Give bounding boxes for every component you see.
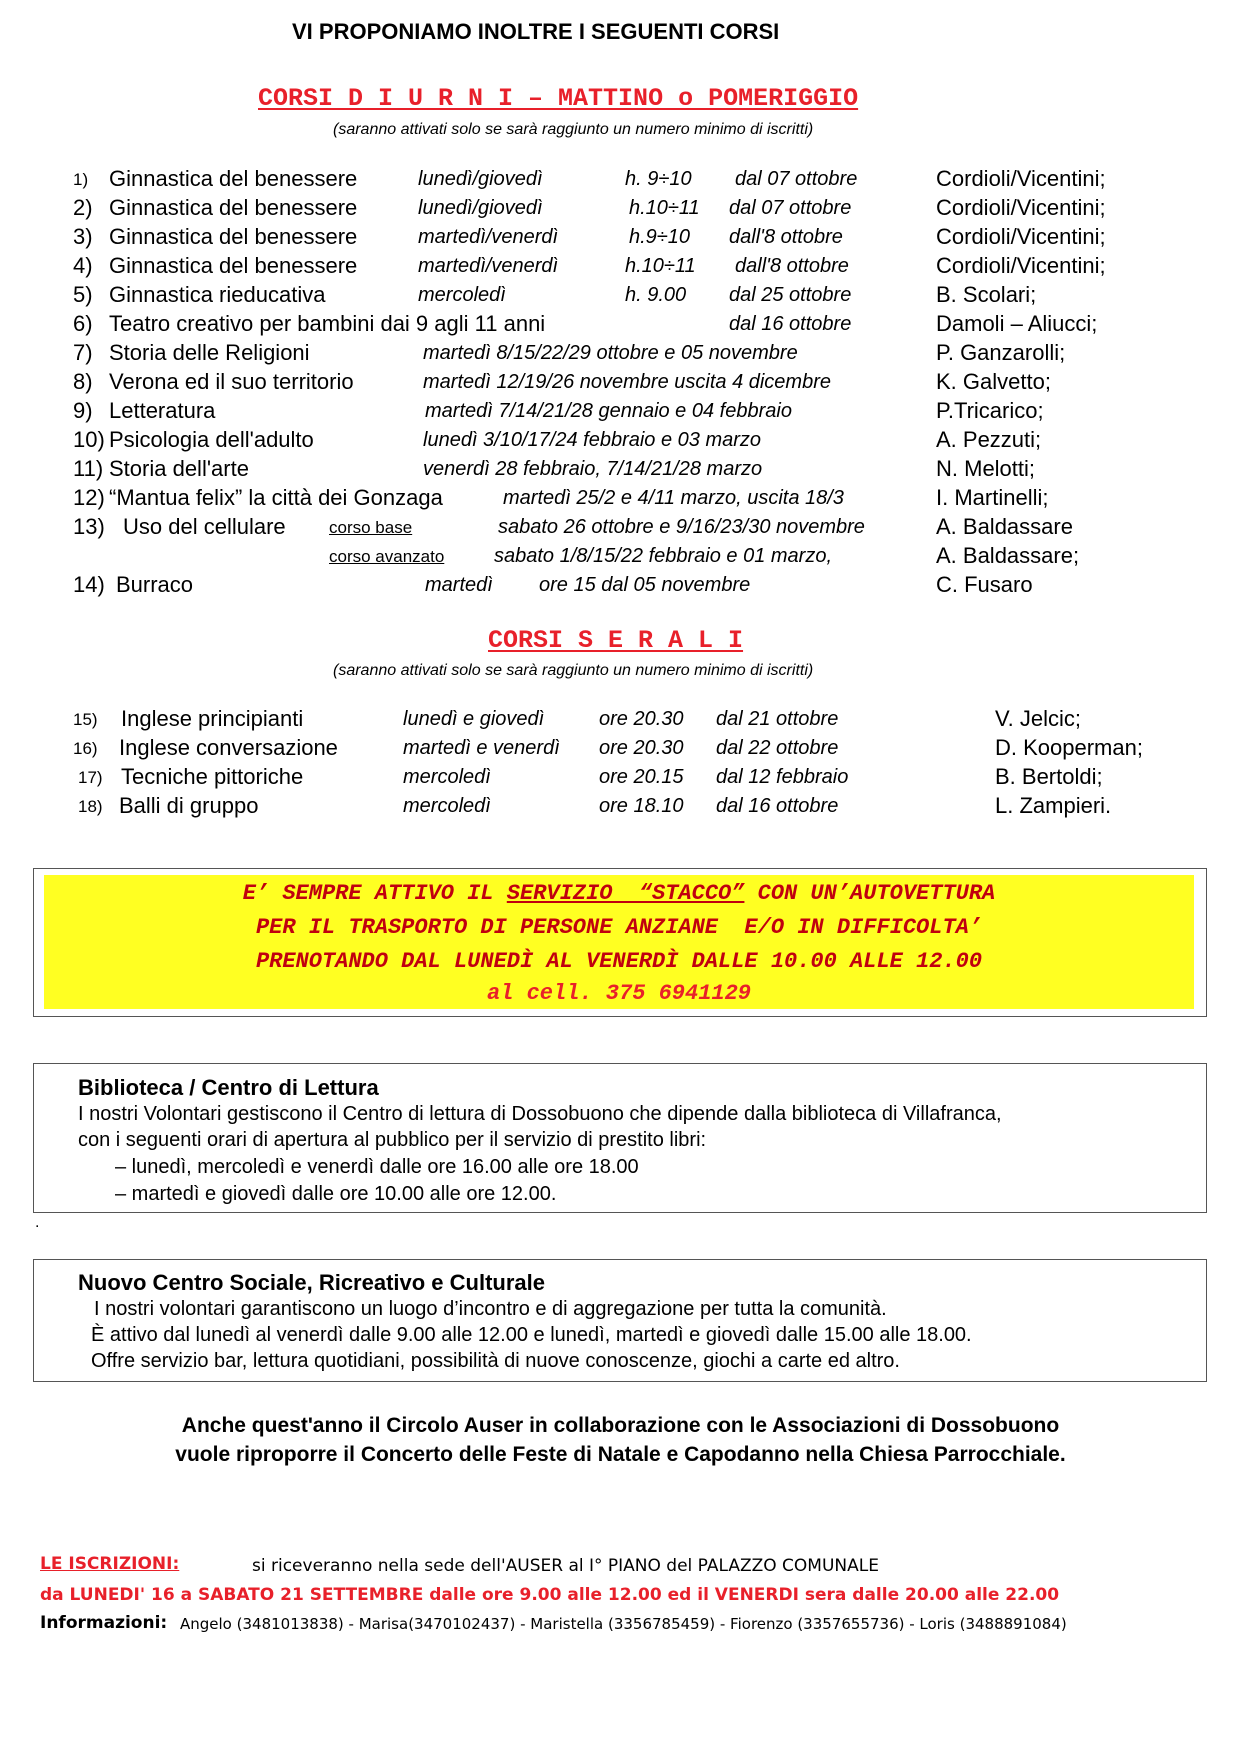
course-row [73, 282, 1241, 311]
course-teacher: I. Martinelli; [936, 485, 1049, 510]
page-title: VI PROPONIAMO INOLTRE I SEGUENTI CORSI [292, 19, 780, 44]
course-days: martedì e venerdì [403, 737, 560, 759]
course-start: dal 16 ottobre [716, 795, 839, 817]
course-start: dal 07 ottobre [735, 168, 858, 190]
course-name: Verona ed il suo territorio [109, 369, 354, 394]
course-row [73, 456, 1241, 485]
course-row [73, 224, 1241, 253]
course-start: dal 22 ottobre [716, 737, 839, 759]
course-number: 11) [73, 456, 104, 481]
course-name: Ginnastica rieducativa [109, 282, 326, 307]
course-days: martedì/venerdì [418, 255, 559, 277]
course-name: Tecniche pittoriche [121, 764, 304, 789]
course-row [73, 340, 1241, 369]
course-name: Balli di gruppo [119, 793, 259, 818]
course-name: Teatro creativo per bambini dai 9 agli 11 anni [109, 311, 546, 336]
course-days: mercoledì [418, 284, 506, 306]
service-text: CON UN’AUTOVETTURA [744, 881, 996, 906]
course-days: mercoledì [403, 795, 491, 817]
course-name: Letteratura [109, 398, 216, 423]
course-row [73, 166, 1241, 195]
course-number: 12) [73, 485, 105, 510]
service-phone: al cell. 375 6941129 [486, 981, 752, 1006]
day-courses-note: (saranno attivati solo se sarà raggiunto un numero minimo di iscritti) [333, 121, 814, 138]
course-schedule: martedì 8/15/22/29 ottobre e 05 novembre [423, 342, 798, 364]
course-schedule: ore 15 dal 05 novembre [539, 574, 751, 596]
course-schedule: martedì 12/19/26 novembre uscita 4 dicembre [423, 371, 831, 393]
info-contacts: Angelo (3481013838) - Marisa(3470102437) - Maristella (3356785459) - Fiorenzo (3357655736) - Loris (3488891084) [180, 1615, 1067, 1633]
library-box [33, 1063, 1207, 1213]
registrations-label: LE ISCRIZIONI: [40, 1554, 180, 1574]
concert-line-1: Anche quest'anno il Circolo Auser in collaborazione con le Associazioni di Dossobuono [181, 1414, 1060, 1437]
service-name: SERVIZIO “STACCO” [506, 881, 745, 906]
course-teacher: Cordioli/Vicentini; [936, 195, 1106, 220]
course-row [73, 572, 1241, 601]
service-line-2: PER IL TRASPORTO DI PERSONE ANZIANE E/O IN DIFFICOLTA’ [255, 915, 983, 940]
library-hours: – martedì e giovedì dalle ore 10.00 alle ore 12.00. [115, 1183, 557, 1205]
course-start: dall'8 ottobre [735, 255, 849, 277]
social-center-title: Nuovo Centro Sociale, Ricreativo e Culturale [78, 1270, 546, 1295]
course-schedule: sabato 1/8/15/22 febbraio e 01 marzo, [494, 545, 833, 567]
course-number: 6) [73, 311, 93, 336]
registrations-dates: da LUNEDI' 16 a SABATO 21 SETTEMBRE dalle ore 9.00 alle 12.00 ed il VENERDI sera dalle 20.00 alle 22.00 [40, 1585, 1060, 1605]
course-start: dal 25 ottobre [729, 284, 852, 306]
course-days: martedì [425, 574, 493, 596]
course-teacher: P. Ganzarolli; [936, 340, 1066, 365]
course-name: Storia delle Religioni [109, 340, 310, 365]
social-center-text: È attivo dal lunedì al venerdì dalle 9.00 alle 12.00 e lunedì, martedì e giovedì dalle 15.00 alle 18.00. [91, 1324, 972, 1346]
course-days: mercoledì [403, 766, 491, 788]
course-hour: ore 18.10 [599, 795, 684, 817]
day-courses-title: CORSI D I U R N I – MATTINO o POMERIGGIO [258, 84, 859, 113]
social-center-text: I nostri volontari garantiscono un luogo d’incontro e di aggregazione per tutta la comunità. [94, 1298, 887, 1320]
course-teacher: C. Fusaro [936, 572, 1033, 597]
service-line-1 [44, 881, 1194, 906]
course-number: 4) [73, 253, 93, 278]
social-center-text: Offre servizio bar, lettura quotidiani, possibilità di nuove conoscenze, giochi a carte ed altro. [91, 1350, 900, 1372]
course-hour: h.10÷11 [629, 197, 700, 219]
course-number: 14) [73, 572, 105, 597]
course-teacher: L. Zampieri. [995, 793, 1112, 818]
course-number: 16) [73, 739, 98, 758]
concert-line-2: vuole riproporre il Concerto delle Feste di Natale e Capodanno nella Chiesa Parrocchiale. [175, 1443, 1066, 1466]
service-highlight [44, 875, 1194, 1009]
course-teacher: N. Melotti; [936, 456, 1036, 481]
evening-courses-note: (saranno attivati solo se sarà raggiunto un numero minimo di iscritti) [333, 662, 814, 679]
service-line-3: PRENOTANDO DAL LUNEDÌ AL VENERDÌ DALLE 10.00 ALLE 12.00 [255, 949, 983, 974]
course-hour: ore 20.15 [599, 766, 684, 788]
course-row [73, 398, 1241, 427]
course-schedule: sabato 26 ottobre e 9/16/23/30 novembre [498, 516, 865, 538]
registrations-text: si riceveranno nella sede dell'AUSER al I° PIANO del PALAZZO COMUNALE [252, 1556, 879, 1576]
course-row [73, 253, 1241, 282]
course-schedule: martedì 25/2 e 4/11 marzo, uscita 18/3 [503, 487, 844, 509]
course-start: dal 12 febbraio [716, 766, 849, 788]
social-center-box [33, 1259, 1207, 1382]
course-number: 10) [73, 427, 105, 452]
course-name: Storia dell'arte [109, 456, 249, 481]
course-row [73, 485, 1241, 514]
course-hour: h. 9.00 [625, 284, 687, 306]
course-row [73, 311, 1241, 340]
course-name: Uso del cellulare [123, 514, 286, 539]
course-number: 9) [73, 398, 93, 423]
course-name: Ginnastica del benessere [109, 166, 358, 191]
evening-courses-title: CORSI S E R A L I [488, 626, 744, 655]
course-days: lunedì/giovedì [418, 197, 543, 219]
course-name: Ginnastica del benessere [109, 195, 358, 220]
course-hour: h.10÷11 [625, 255, 696, 277]
course-schedule: lunedì 3/10/17/24 febbraio e 03 marzo [423, 429, 762, 451]
course-start: dal 07 ottobre [729, 197, 852, 219]
course-number: 1) [73, 170, 89, 189]
course-days: lunedì/giovedì [418, 168, 543, 190]
course-teacher: A. Baldassare; [936, 543, 1080, 568]
course-row [73, 793, 1241, 822]
course-row [73, 369, 1241, 398]
course-number: 3) [73, 224, 93, 249]
course-name: Inglese conversazione [119, 735, 338, 760]
separator-dot: . [35, 1214, 40, 1231]
course-teacher: Cordioli/Vicentini; [936, 253, 1106, 278]
library-text: con i seguenti orari di apertura al pubblico per il servizio di prestito libri: [78, 1129, 707, 1151]
course-teacher: B. Scolari; [936, 282, 1037, 307]
course-name: Ginnastica del benessere [109, 253, 358, 278]
course-number: 17) [78, 768, 103, 787]
course-hour: ore 20.30 [599, 737, 684, 759]
course-teacher: A. Pezzuti; [936, 427, 1042, 452]
course-teacher: V. Jelcic; [995, 706, 1082, 731]
course-start: dal 16 ottobre [729, 313, 852, 335]
course-teacher: K. Galvetto; [936, 369, 1051, 394]
course-start: dall'8 ottobre [729, 226, 843, 248]
course-row [73, 764, 1241, 793]
course-teacher: P.Tricarico; [936, 398, 1044, 423]
course-start: dal 21 ottobre [716, 708, 839, 730]
info-label: Informazioni: [40, 1613, 168, 1633]
course-schedule: martedì 7/14/21/28 gennaio e 04 febbraio [425, 400, 792, 422]
course-name: Inglese principianti [121, 706, 304, 731]
course-teacher: A. Baldassare [936, 514, 1073, 539]
course-hour: h. 9÷10 [625, 168, 692, 190]
course-teacher: Cordioli/Vicentini; [936, 166, 1106, 191]
course-row [73, 706, 1241, 735]
course-name: Ginnastica del benessere [109, 224, 358, 249]
library-title: Biblioteca / Centro di Lettura [78, 1075, 379, 1100]
course-number: 8) [73, 369, 93, 394]
library-text: I nostri Volontari gestiscono il Centro di lettura di Dossobuono che dipende dalla biblioteca di Villafranca, [78, 1103, 1002, 1125]
course-hour: h.9÷10 [629, 226, 691, 248]
course-level: corso avanzato [329, 547, 445, 566]
service-box [33, 868, 1207, 1017]
course-level: corso base [329, 518, 413, 537]
course-hour: ore 20.30 [599, 708, 684, 730]
course-teacher: Cordioli/Vicentini; [936, 224, 1106, 249]
library-hours: – lunedì, mercoledì e venerdì dalle ore 16.00 alle ore 18.00 [115, 1156, 639, 1178]
course-name: Psicologia dell'adulto [109, 427, 314, 452]
course-days: martedì/venerdì [418, 226, 559, 248]
course-row [73, 543, 1241, 572]
course-name: “Mantua felix” la città dei Gonzaga [109, 485, 443, 510]
course-number: 18) [78, 797, 103, 816]
course-row [73, 427, 1241, 456]
course-number: 13) [73, 514, 105, 539]
course-number: 7) [73, 340, 93, 365]
course-number: 2) [73, 195, 93, 220]
course-name: Burraco [116, 572, 194, 597]
course-number: 15) [73, 710, 98, 729]
course-schedule: venerdì 28 febbraio, 7/14/21/28 marzo [423, 458, 763, 480]
service-text: E’ SEMPRE ATTIVO IL [242, 881, 507, 906]
course-teacher: Damoli – Aliucci; [936, 311, 1098, 336]
course-row [73, 514, 1241, 543]
course-row [73, 735, 1241, 764]
course-teacher: D. Kooperman; [995, 735, 1143, 760]
course-days: lunedì e giovedì [403, 708, 545, 730]
course-row [73, 195, 1241, 224]
course-number: 5) [73, 282, 93, 307]
course-teacher: B. Bertoldi; [995, 764, 1103, 789]
